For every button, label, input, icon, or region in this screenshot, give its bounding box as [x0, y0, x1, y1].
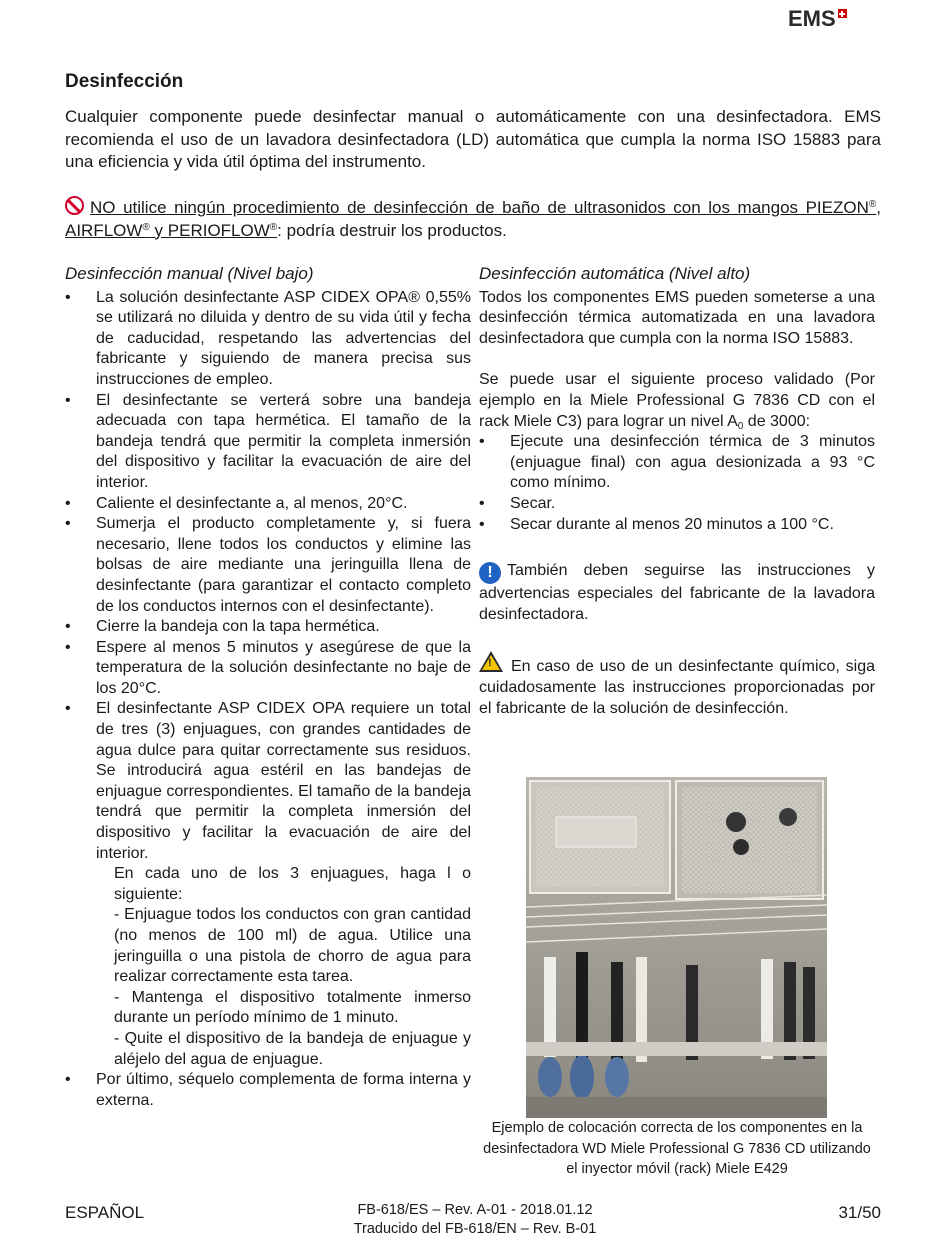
list-item: • Sumerja el producto completamente y, si fuera necesario, llene todos los conductos y elimine las bolsas de aire mediante una jeringuilla llena de desinfectante (para garantizar el contacto completo de los conductos internos con el desinfectante). [65, 514, 471, 617]
list-item: • Secar. [479, 494, 875, 515]
doc-ref: FB-618/ES – Rev. A-01 - 2018.01.12 [357, 1202, 593, 1218]
ultrasonic-warning [65, 196, 881, 242]
list-item: • Secar durante al menos 20 minutos a 100 °C. [479, 515, 875, 536]
list-item: • La solución desinfectante ASP CIDEX OPA® 0,55% se utilizará no diluida y dentro de su vida útil y fecha de caducidad, respetando las advertencias del fabricante y siguiendo de manera precisa sus instrucciones de empleo. [65, 288, 471, 391]
reg-mark: ® [269, 221, 278, 233]
rinse-bullet-text: El desinfectante ASP CIDEX OPA requiere un total de tres (3) enjuagues, con grandes cantidades de agua dulce para quitar correctamente sus residuos. Se introducirá agua estéril en las bandejas de enjuague correspondientes. El tamaño de la bandeja tendrá que permitir la completa inmersión del dispositivo y facilitar la evacuación de aire del interior. [96, 700, 471, 862]
prohibited-icon [65, 196, 84, 215]
warning-triangle-icon [479, 651, 503, 672]
list-item: • El desinfectante se verterá sobre una bandeja adecuada con tapa hermética. El tamaño de la bandeja tendrá que permitir la completa inmersión del dispositivo y facilitar la evacuación de aire del interior. [65, 391, 471, 494]
automatic-disinfection-column [479, 264, 875, 719]
warning-text-d: : podría destruir los productos. [277, 220, 507, 240]
washer-rack-illustration [526, 777, 827, 1118]
translation-ref: Traducido del FB-618/EN – Rev. B-01 [353, 1221, 597, 1237]
reg-mark: ® [142, 221, 150, 233]
page-title: Desinfección [65, 71, 184, 92]
logo-text: EMS [788, 6, 836, 31]
manual-title: Desinfección manual (Nivel bajo) [65, 264, 314, 283]
ems-logo [788, 6, 847, 32]
manual-steps-list [65, 288, 471, 1112]
auto-paragraph-1: Todos los componentes EMS pueden someterse a una desinfección térmica automatizada en una lavadora desinfectadora que cumpla con la norma ISO 15883. [479, 288, 875, 347]
list-item: • Espere al menos 5 minutos y asegúrese de que la temperatura de la solución desinfectante no baje de los 20°C. [65, 638, 471, 700]
exclamation-icon: ! [479, 562, 501, 584]
auto-p2-tail: de 3000: [743, 412, 811, 430]
rinse-step: - Mantenga el dispositivo totalmente inmerso durante un período mínimo de 1 minuto. [114, 988, 471, 1027]
auto-title: Desinfección automática (Nivel alto) [479, 264, 751, 283]
list-item: • Ejecute una desinfección térmica de 3 minutos (enjuague final) con agua desionizada a 93 °C como mínimo. [479, 432, 875, 494]
rinse-step: - Enjuague todos los conductos con gran cantidad (no menos de 100 ml) de agua. Utilice una jeringuilla o una pistola de chorro de agua para realizar correctamente esta tarea. [114, 906, 471, 986]
list-item: • Caliente el desinfectante a, al menos, 20°C. [65, 494, 471, 515]
info-note [479, 561, 875, 625]
warning-text-c: y PERIOFLOW [149, 220, 270, 240]
reg-mark: ® [868, 199, 877, 210]
list-item-rinse [65, 699, 471, 1070]
a0-subscript: 0 [737, 420, 744, 432]
warning-text-b: , AIRFLOW [65, 198, 881, 240]
list-item: • Cierre la bandeja con la tapa hermética. [65, 617, 471, 638]
auto-paragraph-2 [479, 370, 875, 432]
auto-p2-text: Se puede usar el siguiente proceso validado (Por ejemplo en la Miele Professional G 7836 CD con el rack Miele C3) para lograr un nivel A [479, 371, 875, 430]
auto-steps-list [479, 432, 875, 535]
chemical-warning-note [479, 651, 875, 719]
swiss-flag-icon [838, 9, 847, 18]
intro-paragraph: Cualquier componente puede desinfectar manual o automáticamente con una desinfectadora. EMS recomienda el uso de un lavadora desinfectadora (LD) automática que cumpla la norma ISO 15883 para una eficiencia y vida útil óptima del instrumento. [65, 107, 881, 171]
warning-text-a: NO utilice ningún procedimiento de desinfección de baño de ultrasonidos con los mangos PIEZON [90, 198, 869, 217]
washer-rack-photo [526, 777, 827, 1118]
page-number: 31/50 [838, 1203, 881, 1222]
list-item: • Por último, séquelo complementa de forma interna y externa. [65, 1070, 471, 1111]
chemical-warning-text: En caso de uso de un desinfectante químico, siga cuidadosamente las instrucciones proporcionadas por el fabricante de la solución de desinfección. [479, 658, 875, 717]
manual-disinfection-column [65, 264, 471, 1111]
rinse-step: - Quite el dispositivo de la bandeja de enjuague y aléjelo del agua de enjuague. [114, 1029, 471, 1068]
footer-doc-reference [320, 1201, 630, 1239]
photo-caption: Ejemplo de colocación correcta de los componentes en la desinfectadora WD Miele Professional G 7836 CD utilizando el inyector móvil (rack) Miele E429 [483, 1120, 871, 1177]
footer-language: ESPAÑOL [65, 1203, 145, 1222]
info-note-text: También deben seguirse las instrucciones y advertencias especiales del fabricante de la lavadora desinfectadora. [479, 562, 875, 623]
rinse-intro: En cada uno de los 3 enjuagues, haga l o siguiente: [114, 865, 471, 903]
